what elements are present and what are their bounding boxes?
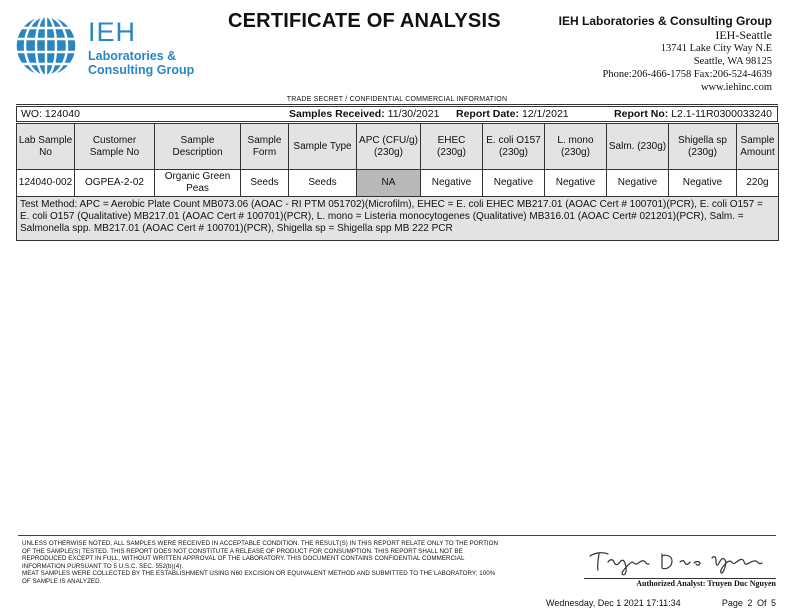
header-sample-form: Sample Form [241,124,289,170]
report-number-value: L2.1-11R0300033240 [671,108,772,120]
address-line2: Seattle, WA 98125 [693,56,772,67]
table-row [17,170,779,197]
header-l-mono: L. mono (230g) [545,124,607,170]
header-ecoli-o157: E. coli O157 (230g) [483,124,545,170]
logo-subtitle-line2: Consulting Group [88,63,195,77]
samples-received-label: Samples Received: [289,108,385,120]
printed-datetime: Wednesday, Dec 1 2021 17:11:34 [546,598,681,608]
cell-type: Seeds [289,170,357,197]
header-apc: APC (CFU/g) (230g) [357,124,421,170]
header-customer-sample-no: Customer Sample No [75,124,155,170]
table-header-row [17,124,779,170]
disclaimer-text-1: UNLESS OTHERWISE NOTED, ALL SAMPLES WERE RECEIVED IN ACCEPTABLE CONDITION. THE RESULT(S) IN THIS REPORT RELATE ONLY TO THE PORTION OF THE SAMPLE(S) TESTED. THIS REPORT DOES NOT CONSTITUTE A RELEASE OF PRODUCT FOR CONSUMPTION. THIS REPORT SHALL NOT BE REPRODUCED EXCEPT IN FULL, WITHOUT WRITTEN APPROVAL OF THE LABORATORY. THIS DOCUMENT CONTAINS CONFIDENTIAL COMMERCIAL INFORMATION PURSUANT TO 5 U.S.C. SEC. 552(b)(4). [22,540,499,570]
header-shigella: Shigella sp (230g) [669,124,737,170]
report-info-row [16,106,778,122]
document-title: CERTIFICATE OF ANALYSIS [228,10,501,32]
page-label: Page [721,598,743,608]
address-line1: 13741 Lake City Way N.E [660,43,772,54]
analyst-signature-icon [586,546,776,578]
lab-branch: IEH-Seattle [715,28,772,42]
disclaimer-text-2: MEAT SAMPLES WERE COLLECTED BY THE ESTABLISHMENT USING N60 EXCISION OR EQUIVALENT METHOD AND SUBMITTED TO THE LABORATORY; 100% OF SAMPLE IS ANALYZED. [22,570,496,585]
authorized-analyst-label: Authorized Analyst: Truyen Duc Nguyen [636,579,776,588]
header-sample-description: Sample Description [155,124,241,170]
work-order: WO: 124040 [21,108,80,120]
cell-l-mono: Negative [545,170,607,197]
lab-name: IEH Laboratories & Consulting Group [558,14,772,28]
report-number [614,108,772,120]
report-date-label: Report Date: [456,108,520,120]
samples-received [289,108,439,120]
cell-salm: Negative [607,170,669,197]
phone-fax: Phone:206-466-1758 Fax:206-524-4639 [602,69,772,80]
page-total: 5 [770,598,776,608]
page-indicator [722,598,776,608]
disclaimer-block [22,540,502,586]
cell-ecoli-o157: Negative [483,170,545,197]
samples-received-value: 11/30/2021 [387,108,440,120]
website-link[interactable]: www.iehinc.com [700,82,772,93]
cell-form: Seeds [241,170,289,197]
cell-description: Organic Green Peas [155,170,241,197]
header-lab-sample-no: Lab Sample No [17,124,75,170]
results-table [16,123,779,241]
report-date-value: 12/1/2021 [521,108,569,120]
test-method-row [17,197,779,241]
header-salm: Salm. (230g) [607,124,669,170]
report-number-label: Report No: [614,108,669,120]
logo-initials: IEH [88,17,137,47]
cell-customer-sample-no: OGPEA-2-02 [75,170,155,197]
report-date [456,108,569,120]
lab-address-block [559,14,772,94]
header-ehec: EHEC (230g) [421,124,483,170]
footer-divider [18,535,776,536]
confidential-banner: TRADE SECRET / CONFIDENTIAL COMMERCIAL INFORMATION [16,96,778,105]
logo-subtitle-line1: Laboratories & [88,49,177,63]
logo-wordmark [88,18,194,77]
page-of-label: Of [756,598,767,608]
header-sample-type: Sample Type [289,124,357,170]
cell-shigella: Negative [669,170,737,197]
cell-lab-sample-no: 124040-002 [17,170,75,197]
cell-ehec: Negative [421,170,483,197]
page-current: 2 [747,598,753,608]
test-method-text: Test Method: APC = Aerobic Plate Count MB073.06 (AOAC - RI PTM 051702)(Microfilm), EHEC = E. coli EHEC MB217.01 (AOAC Cert # 100701)(PCR), E. coli O157 = E. coli O157 (Qualitative) MB217.01 (AOAC Cert # 100701)(PCR), L. mono = Listeria monocytogenes (Qualitative) MB316.01 (AOAC Cert# 021201)(PCR), Salm. = Salmonella spp. MB217.01 (AOAC Cert # 100701)(PCR), Shigella sp = Shigella spp MB 222 PCR [17,197,779,241]
ieh-globe-logo-icon [14,14,78,78]
cell-apc: NA [357,170,421,197]
header-sample-amount: Sample Amount [737,124,779,170]
cell-amount: 220g [737,170,779,197]
